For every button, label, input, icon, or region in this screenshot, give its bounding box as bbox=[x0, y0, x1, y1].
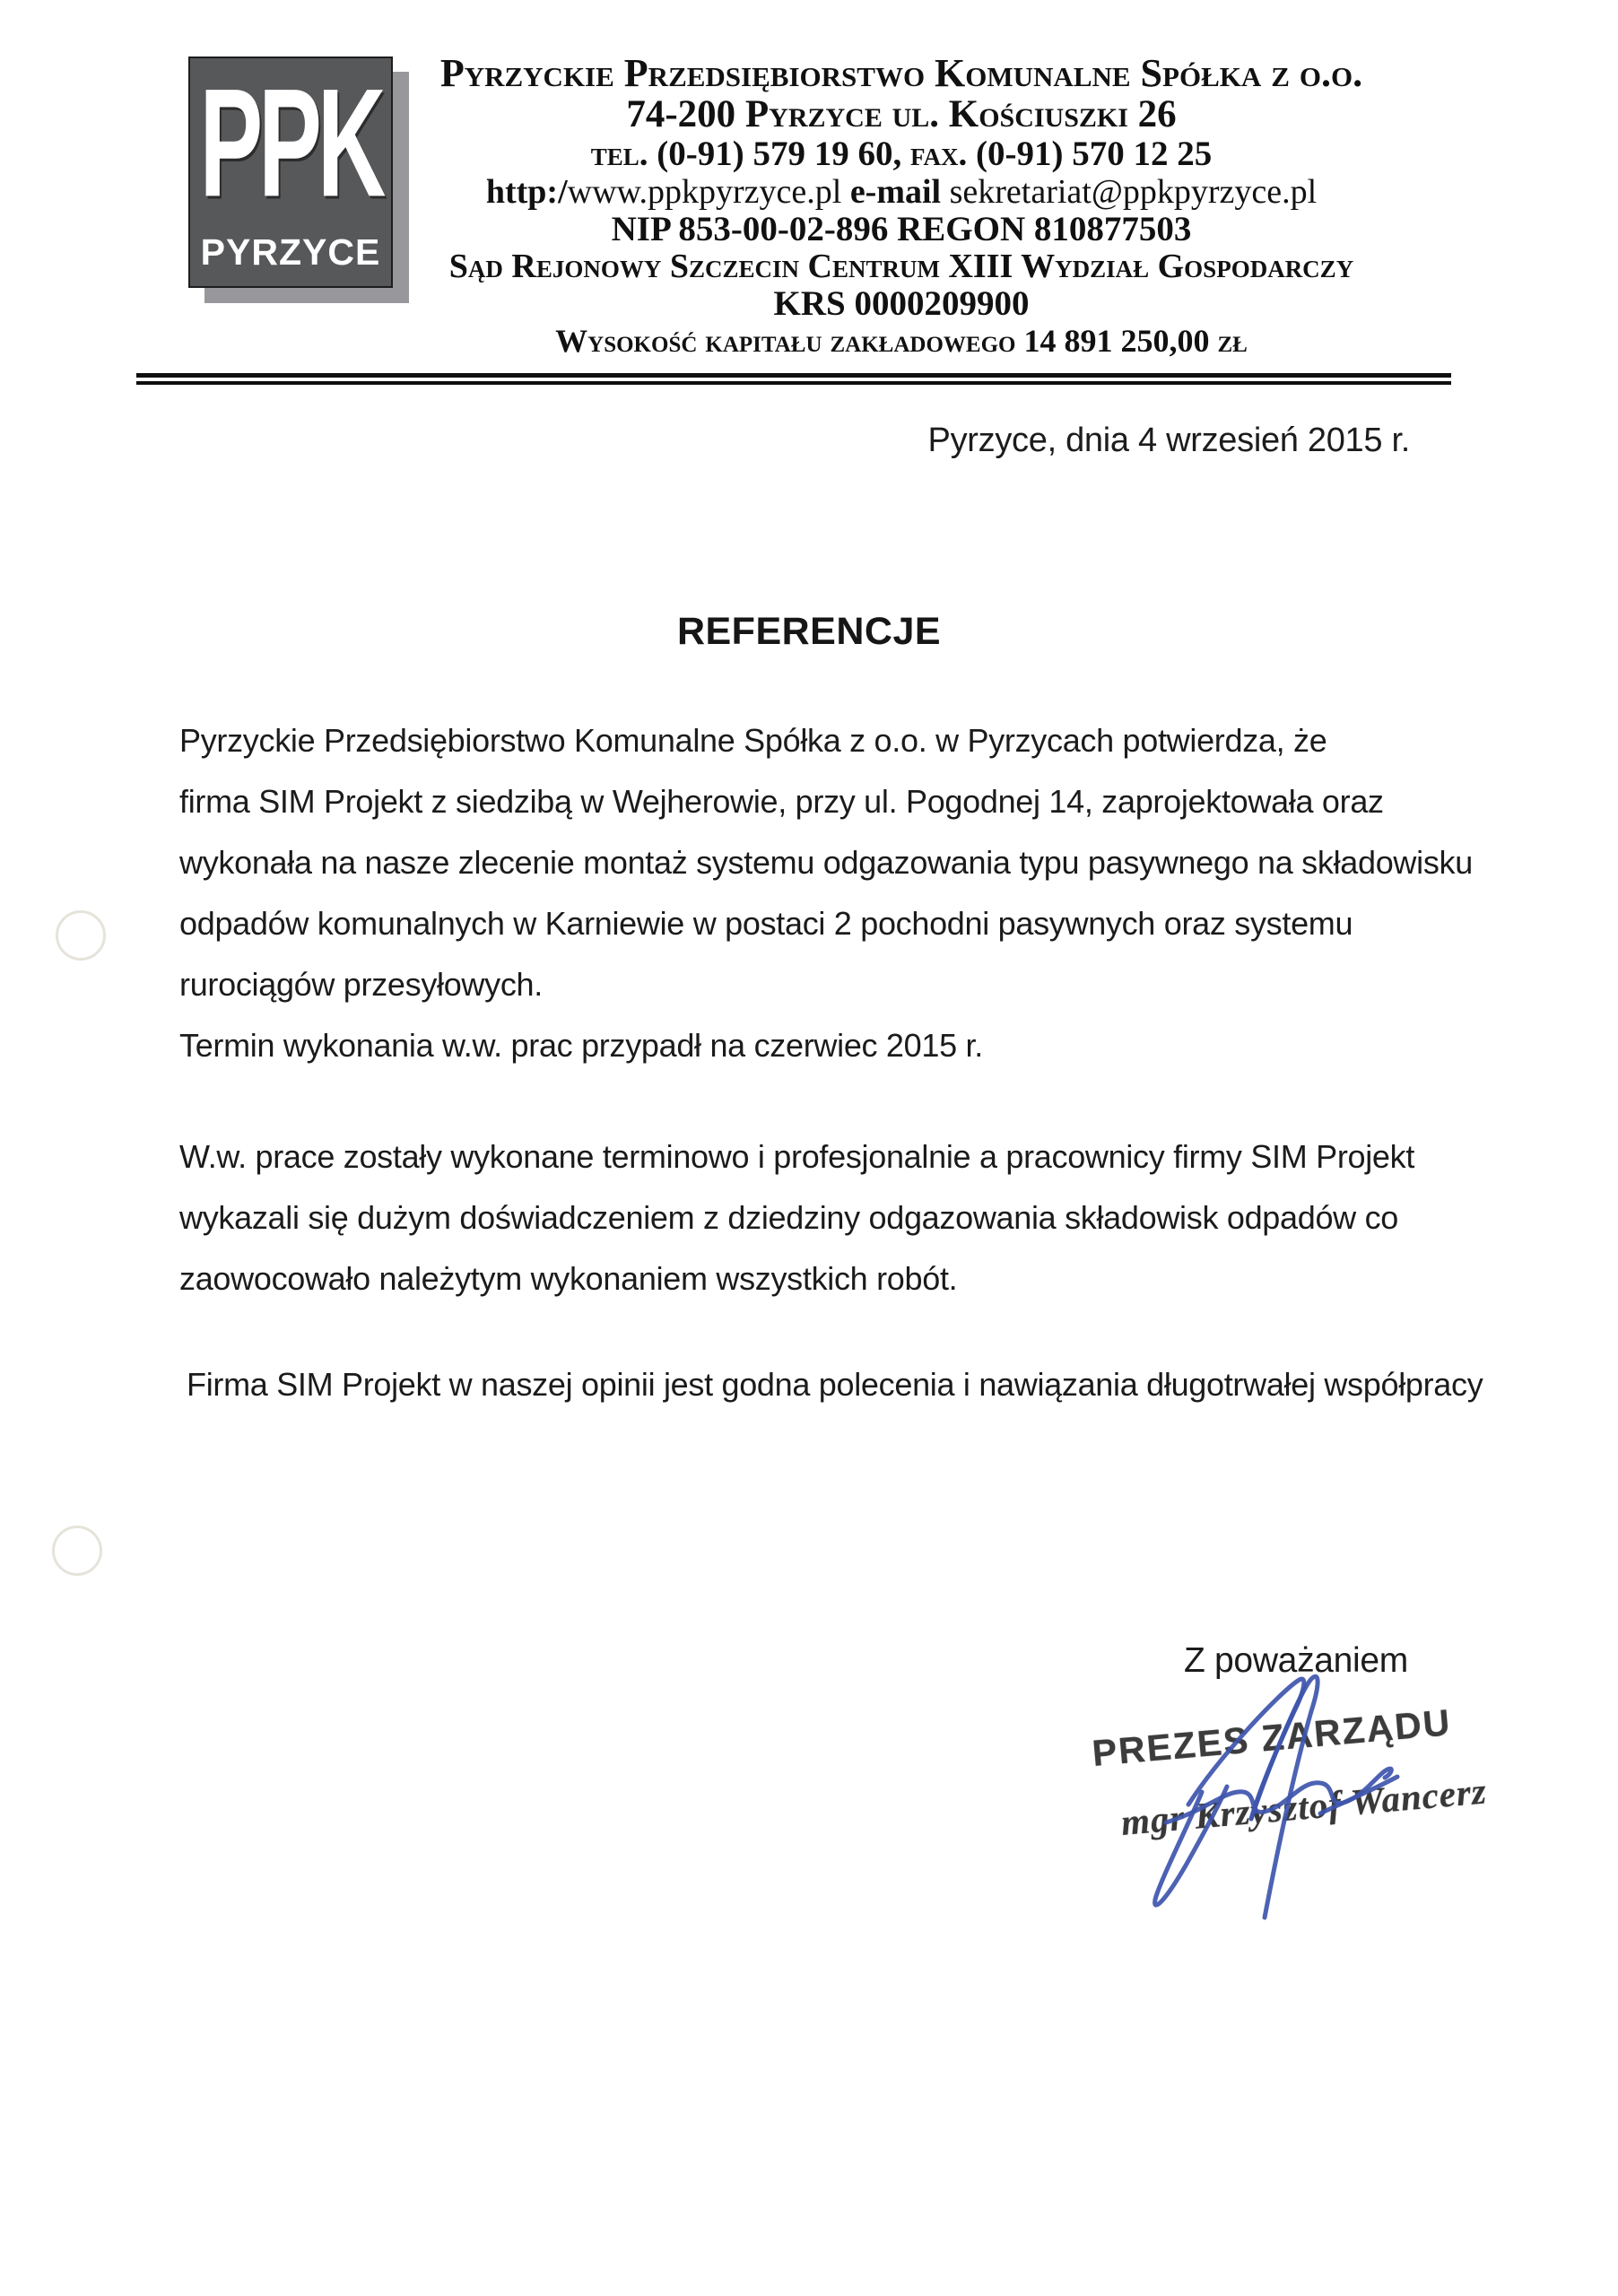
text-line: Termin wykonania w.w. prac przypadł na czerwiec 2015 r. bbox=[179, 1027, 983, 1064]
text-line: wykonała na nasze zlecenie montaż systemu odgazowania typu pasywnego na składowisku bbox=[179, 844, 1473, 881]
paragraph-1 bbox=[179, 710, 1489, 1076]
hole-punch-mark bbox=[52, 1526, 102, 1576]
text-line: W.w. prace zostały wykonane terminowo i profesjonalnie a pracownicy firmy SIM Projekt bbox=[179, 1138, 1415, 1175]
company-web-email bbox=[287, 173, 1516, 211]
email-label: e-mail bbox=[841, 173, 950, 211]
text-line: odpadów komunalnych w Karniewie w postaci 2 pochodni pasywnych oraz systemu bbox=[179, 905, 1353, 942]
paragraph-3 bbox=[179, 1354, 1489, 1415]
stamp-name-text: mgr Krzysztof Wancerz bbox=[1118, 1770, 1489, 1843]
closing-phrase: Z poważaniem bbox=[1183, 1641, 1408, 1680]
document-title: REFERENCJE bbox=[676, 610, 942, 653]
date-line: Pyrzyce, dnia 4 wrzesień 2015 r. bbox=[927, 422, 1410, 459]
company-capital: Wysokość kapitału zakładowego 14 891 250,00 zł bbox=[555, 323, 1248, 359]
web-prefix: http:/ bbox=[485, 173, 568, 211]
company-phone-fax: tel. (0-91) 579 19 60, fax. (0-91) 570 12 25 bbox=[590, 135, 1213, 173]
text-line: zaowocowało należytym wykonaniem wszystkich robót. bbox=[179, 1260, 958, 1297]
logo-city: PYRZYCE bbox=[200, 231, 381, 273]
hole-punch-mark bbox=[56, 910, 106, 961]
stamp-role-text: PREZES ZARZĄDU bbox=[1090, 1701, 1454, 1774]
letter-body bbox=[179, 710, 1489, 1415]
letterhead bbox=[287, 52, 1516, 360]
signature-ink bbox=[1112, 1659, 1435, 1946]
company-name: Pyrzyckie Przedsiębiorstwo Komunalne Spółka z o.o. bbox=[439, 51, 1363, 95]
company-address: 74-200 Pyrzyce ul. Kościuszki 26 bbox=[626, 93, 1177, 135]
company-krs: KRS 0000209900 bbox=[773, 284, 1030, 323]
company-email: sekretariat@ppkpyrzyce.pl bbox=[949, 173, 1318, 211]
logo-acronym: PPK bbox=[199, 57, 382, 230]
text-line: wykazali się dużym doświadczeniem z dziedziny odgazowania składowisk odpadów co bbox=[179, 1199, 1398, 1236]
text-line: rurociągów przesyłowych. bbox=[179, 966, 543, 1003]
paragraph-2 bbox=[179, 1126, 1489, 1309]
header-divider-line-bottom bbox=[136, 381, 1451, 385]
text-line: Firma SIM Projekt w naszej opinii jest godna polecenia i nawiązania długotrwałej współpracy bbox=[187, 1366, 1483, 1403]
company-website: www.ppkpyrzyce.pl bbox=[567, 173, 842, 211]
text-line: Pyrzyckie Przedsiębiorstwo Komunalne Spółka z o.o. w Pyrzycach potwierdza, że bbox=[179, 722, 1327, 759]
company-nip-regon: NIP 853-00-02-896 REGON 810877503 bbox=[611, 210, 1192, 248]
text-line: firma SIM Projekt z siedzibą w Wejherowie, przy ul. Pogodnej 14, zaprojektowała oraz bbox=[179, 783, 1384, 820]
company-court: Sąd Rejonowy Szczecin Centrum XIII Wydział Gospodarczy bbox=[448, 248, 1354, 285]
header-divider-line-top bbox=[136, 373, 1451, 378]
